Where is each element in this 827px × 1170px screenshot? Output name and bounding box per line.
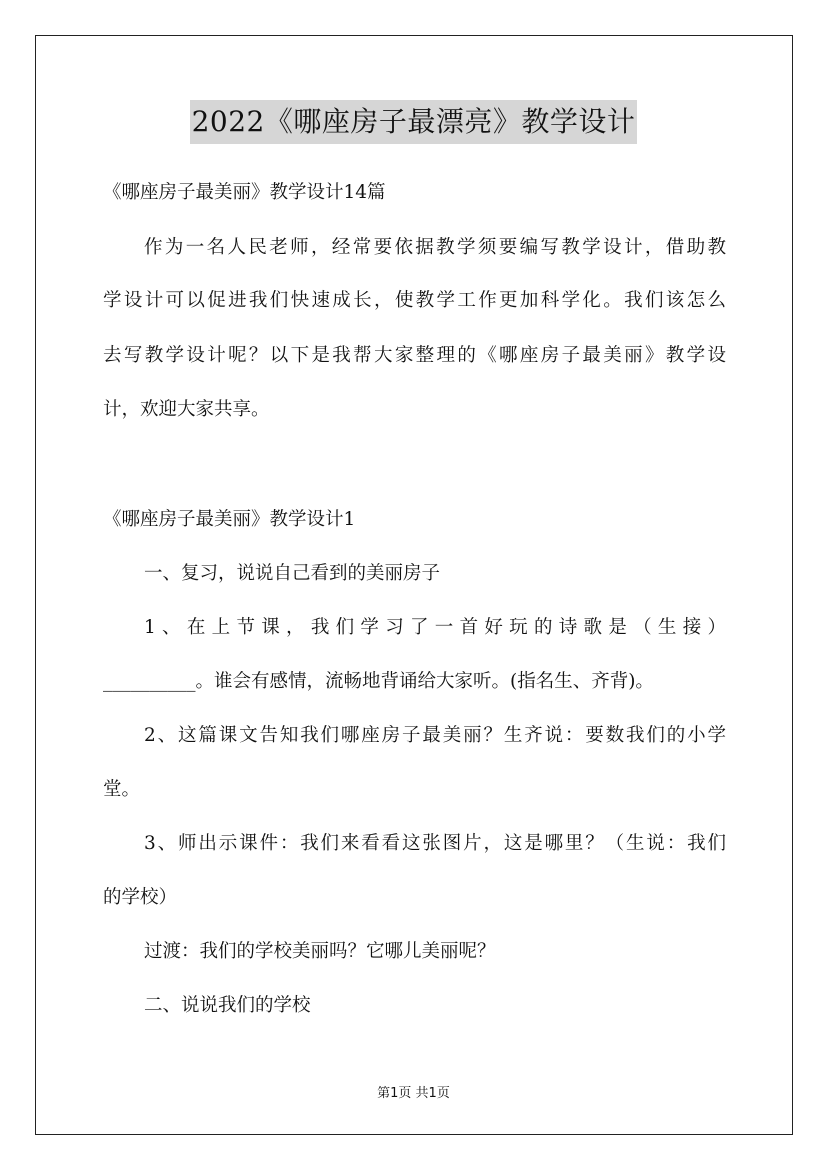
part-two-heading: 二、说说我们的学校 bbox=[144, 995, 311, 1016]
document-title: 2022《哪座房子最漂亮》教学设计 bbox=[190, 100, 638, 144]
item-1-line-1: 1、在上节课，我们学习了一首好玩的诗歌是（生接） bbox=[144, 617, 726, 638]
part-one-heading: 一、复习，说说自己看到的美丽房子 bbox=[144, 563, 441, 584]
intro-line-3: 去写教学设计呢？以下是我帮大家整理的《哪座房子最美丽》教学设 bbox=[103, 345, 726, 366]
intro-line-2: 学设计可以促进我们快速成长，使教学工作更加科学化。我们该怎么 bbox=[103, 290, 726, 311]
page-number-footer: 第1页 共1页 bbox=[377, 1086, 450, 1101]
item-3-line-2: 的学校） bbox=[103, 887, 178, 908]
item-2-line-2: 堂。 bbox=[103, 779, 141, 800]
intro-line-4: 计，欢迎大家共享。 bbox=[103, 399, 270, 420]
item-3-line-1: 3、师出示课件：我们来看看这张图片，这是哪里？（生说：我们 bbox=[144, 833, 726, 854]
section-heading: 《哪座房子最美丽》教学设计1 bbox=[103, 509, 356, 530]
item-2-line-1: 2、这篇课文告知我们哪座房子最美丽？生齐说：要数我们的小学 bbox=[144, 725, 726, 746]
item-1-line-2: __________。谁会有感情，流畅地背诵给大家听。(指名生、齐背)。 bbox=[103, 671, 654, 692]
document-subtitle: 《哪座房子最美丽》教学设计14篇 bbox=[103, 182, 386, 203]
transition-text: 过渡：我们的学校美丽吗？它哪儿美丽呢？ bbox=[144, 941, 496, 962]
intro-line-1: 作为一名人民老师，经常要依据教学须要编写教学设计，借助教 bbox=[144, 237, 726, 258]
title-container bbox=[0, 100, 827, 144]
